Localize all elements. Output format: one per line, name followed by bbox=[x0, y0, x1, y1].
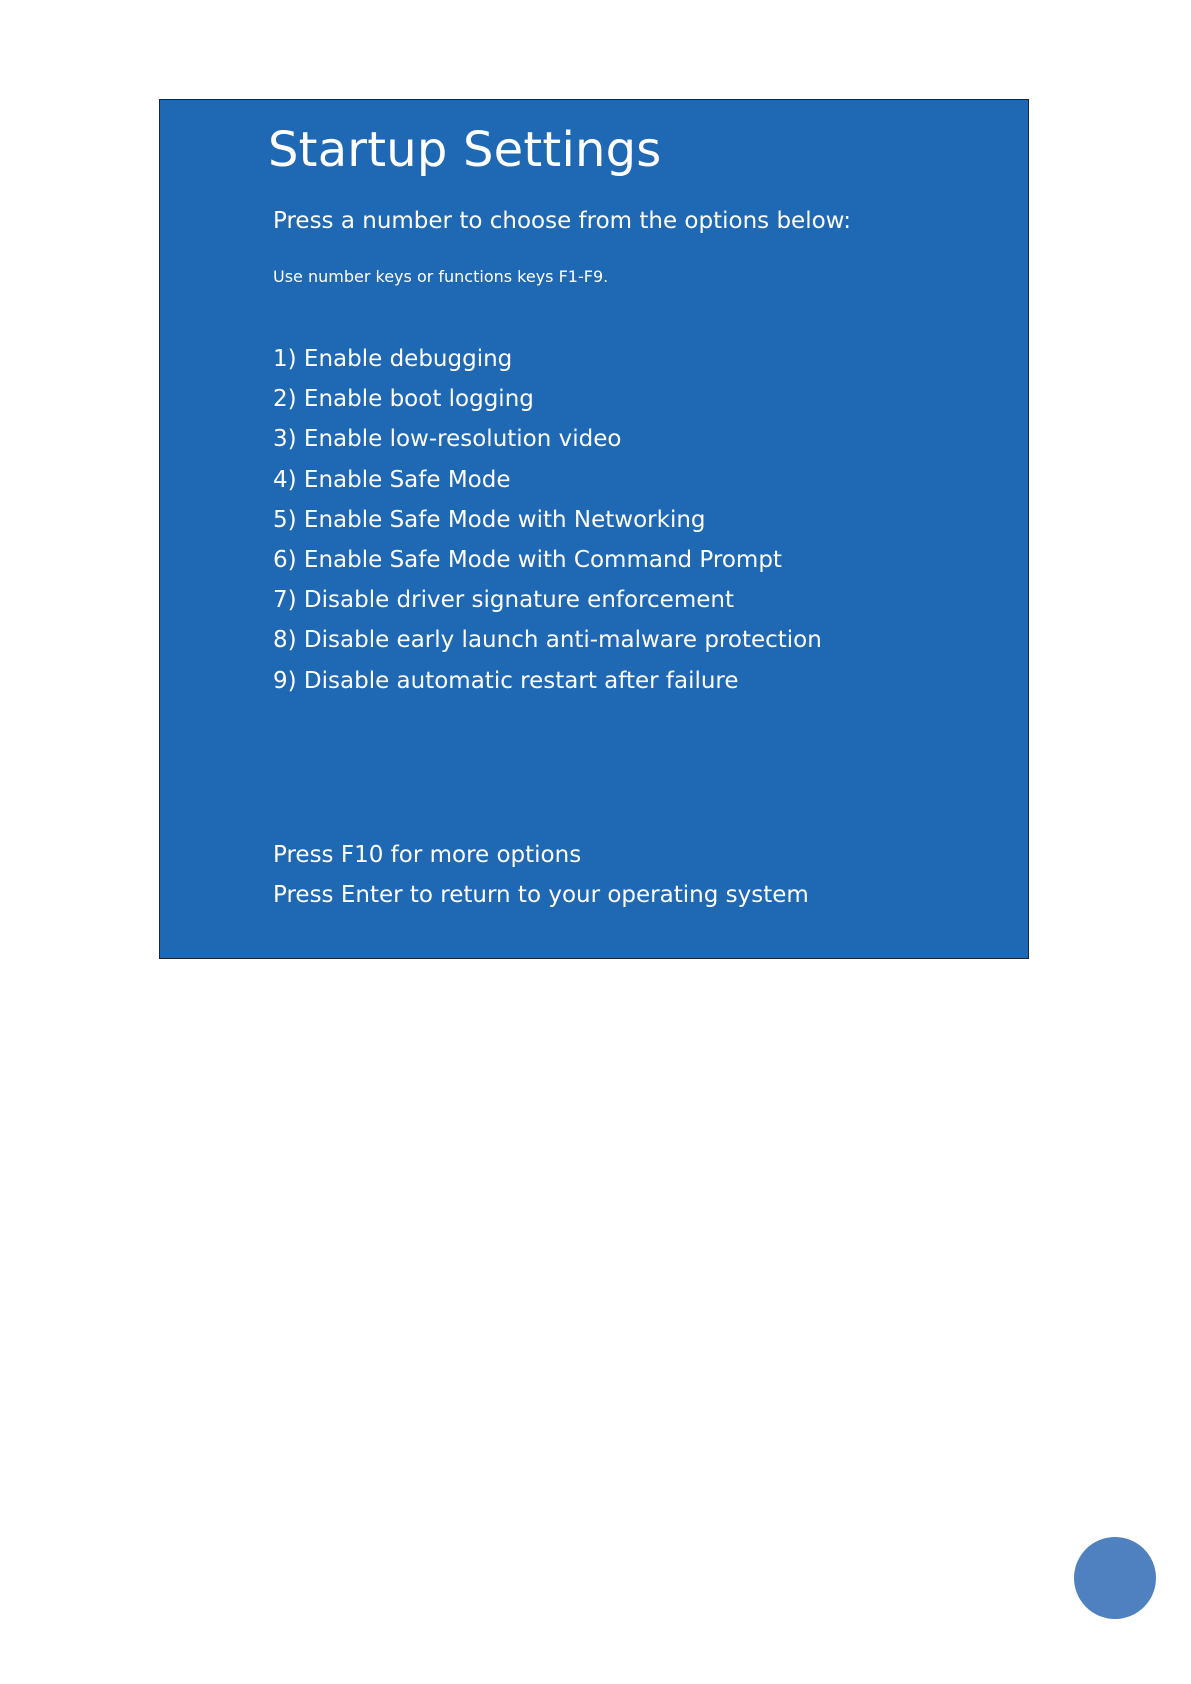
option-enable-debugging[interactable]: 1) Enable debugging bbox=[273, 346, 513, 372]
option-enable-low-resolution-video[interactable]: 3) Enable low-resolution video bbox=[273, 426, 622, 453]
option-enable-safe-mode-command-prompt[interactable]: 6) Enable Safe Mode with Command Prompt bbox=[273, 546, 782, 573]
footer-instructions bbox=[273, 835, 809, 915]
option-disable-automatic-restart[interactable]: 9) Disable automatic restart after failure bbox=[273, 667, 739, 694]
option-enable-safe-mode[interactable]: 4) Enable Safe Mode bbox=[273, 466, 511, 493]
page-title: Startup Settings bbox=[268, 122, 662, 178]
instructions-text: Press a number to choose from the options below: bbox=[273, 208, 851, 234]
return-to-os-prompt[interactable]: Press Enter to return to your operating system bbox=[273, 882, 809, 909]
startup-options-list bbox=[273, 339, 822, 701]
page-badge-circle bbox=[1074, 1537, 1156, 1619]
option-disable-driver-signature-enforcement[interactable]: 7) Disable driver signature enforcement bbox=[273, 587, 734, 614]
more-options-prompt[interactable]: Press F10 for more options bbox=[273, 842, 582, 868]
option-enable-boot-logging[interactable]: 2) Enable boot logging bbox=[273, 386, 534, 413]
option-enable-safe-mode-networking[interactable]: 5) Enable Safe Mode with Networking bbox=[273, 506, 706, 533]
key-hint-text: Use number keys or functions keys F1-F9. bbox=[273, 267, 609, 286]
startup-settings-screen bbox=[159, 99, 1029, 959]
option-disable-early-launch-anti-malware[interactable]: 8) Disable early launch anti-malware protection bbox=[273, 627, 822, 654]
